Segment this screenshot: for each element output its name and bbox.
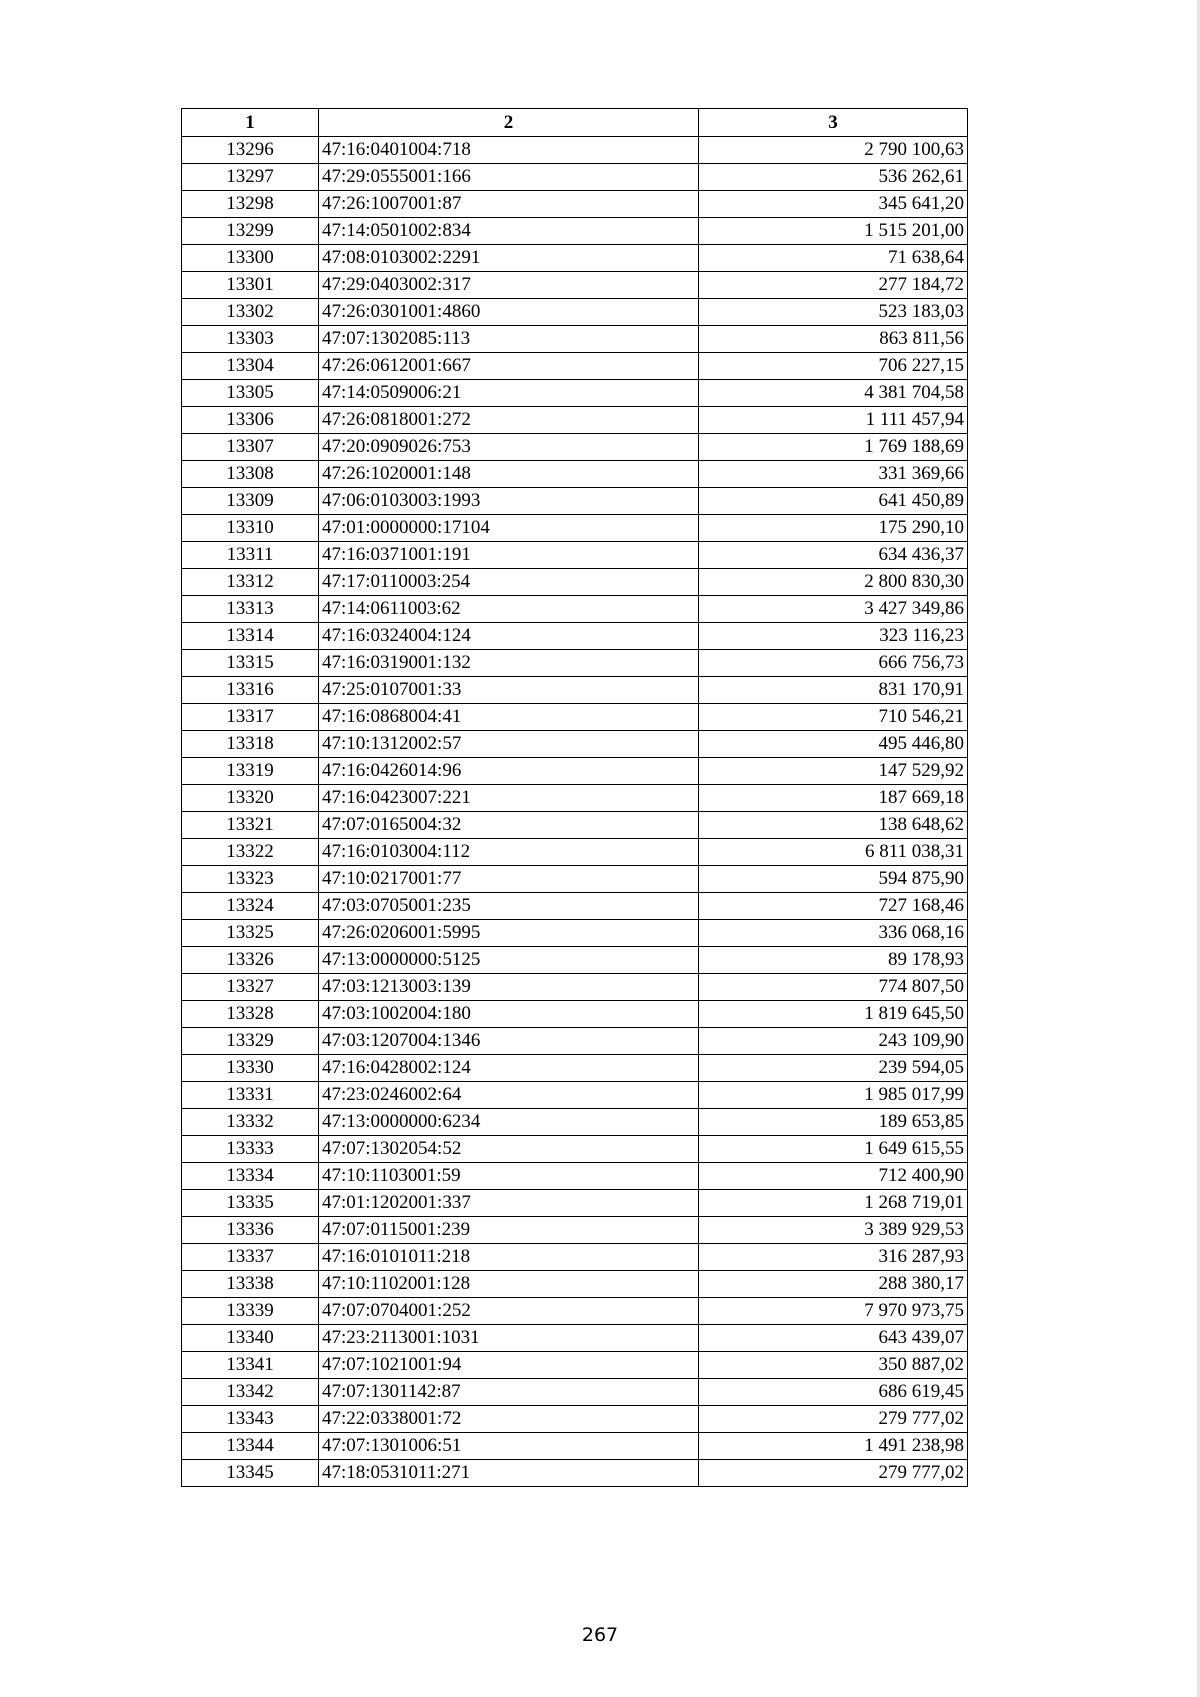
row-number-cell: 13342 (182, 1379, 319, 1406)
cadastral-number-cell: 47:10:1312002:57 (319, 731, 699, 758)
cadastral-number-cell: 47:07:0115001:239 (319, 1217, 699, 1244)
table-row (182, 1163, 968, 1190)
row-number-cell: 13313 (182, 596, 319, 623)
row-number-cell: 13300 (182, 245, 319, 272)
row-number-cell: 13299 (182, 218, 319, 245)
row-number-cell: 13316 (182, 677, 319, 704)
table-row (182, 758, 968, 785)
cadastral-number-cell: 47:26:0818001:272 (319, 407, 699, 434)
cadastral-number-cell: 47:07:1302085:113 (319, 326, 699, 353)
cadastral-value-cell: 138 648,62 (699, 812, 968, 839)
cadastral-value-cell: 666 756,73 (699, 650, 968, 677)
cadastral-number-cell: 47:03:1002004:180 (319, 1001, 699, 1028)
column-header-1: 1 (182, 109, 319, 137)
row-number-cell: 13297 (182, 164, 319, 191)
table-row (182, 920, 968, 947)
cadastral-number-cell: 47:10:1103001:59 (319, 1163, 699, 1190)
cadastral-value-cell: 239 594,05 (699, 1055, 968, 1082)
table-body (182, 137, 968, 1487)
cadastral-number-cell: 47:07:1301142:87 (319, 1379, 699, 1406)
row-number-cell: 13318 (182, 731, 319, 758)
cadastral-number-cell: 47:14:0501002:834 (319, 218, 699, 245)
cadastral-number-cell: 47:14:0509006:21 (319, 380, 699, 407)
table-row (182, 1379, 968, 1406)
cadastral-value-cell: 706 227,15 (699, 353, 968, 380)
row-number-cell: 13337 (182, 1244, 319, 1271)
table-row (182, 299, 968, 326)
table-row (182, 839, 968, 866)
row-number-cell: 13323 (182, 866, 319, 893)
row-number-cell: 13325 (182, 920, 319, 947)
row-number-cell: 13335 (182, 1190, 319, 1217)
row-number-cell: 13320 (182, 785, 319, 812)
row-number-cell: 13314 (182, 623, 319, 650)
table-row (182, 164, 968, 191)
table-row (182, 1298, 968, 1325)
cadastral-number-cell: 47:20:0909026:753 (319, 434, 699, 461)
cadastral-number-cell: 47:23:2113001:1031 (319, 1325, 699, 1352)
cadastral-value-cell: 175 290,10 (699, 515, 968, 542)
table-row (182, 380, 968, 407)
header-row (182, 109, 968, 137)
table-row (182, 191, 968, 218)
cadastral-number-cell: 47:17:0110003:254 (319, 569, 699, 596)
table-row (182, 245, 968, 272)
cadastral-number-cell: 47:16:0319001:132 (319, 650, 699, 677)
cadastral-value-cell: 279 777,02 (699, 1460, 968, 1487)
cadastral-value-cell: 279 777,02 (699, 1406, 968, 1433)
cadastral-value-cell: 1 515 201,00 (699, 218, 968, 245)
row-number-cell: 13310 (182, 515, 319, 542)
table-row (182, 596, 968, 623)
cadastral-value-cell: 323 116,23 (699, 623, 968, 650)
cadastral-number-cell: 47:16:0868004:41 (319, 704, 699, 731)
cadastral-value-cell: 710 546,21 (699, 704, 968, 731)
table-row (182, 1082, 968, 1109)
cadastral-number-cell: 47:18:0531011:271 (319, 1460, 699, 1487)
cadastral-value-cell: 1 111 457,94 (699, 407, 968, 434)
cadastral-value-cell: 1 769 188,69 (699, 434, 968, 461)
cadastral-number-cell: 47:01:1202001:337 (319, 1190, 699, 1217)
table-row (182, 407, 968, 434)
table-row (182, 434, 968, 461)
row-number-cell: 13304 (182, 353, 319, 380)
cadastral-number-cell: 47:07:1021001:94 (319, 1352, 699, 1379)
cadastral-value-cell: 187 669,18 (699, 785, 968, 812)
row-number-cell: 13339 (182, 1298, 319, 1325)
cadastral-number-cell: 47:25:0107001:33 (319, 677, 699, 704)
row-number-cell: 13326 (182, 947, 319, 974)
table-header (182, 109, 968, 137)
table-row (182, 866, 968, 893)
table-row (182, 488, 968, 515)
table-row (182, 623, 968, 650)
cadastral-number-cell: 47:29:0555001:166 (319, 164, 699, 191)
row-number-cell: 13312 (182, 569, 319, 596)
cadastral-value-cell: 686 619,45 (699, 1379, 968, 1406)
cadastral-number-cell: 47:03:1207004:1346 (319, 1028, 699, 1055)
table-row (182, 1406, 968, 1433)
row-number-cell: 13296 (182, 137, 319, 164)
cadastral-number-cell: 47:13:0000000:5125 (319, 947, 699, 974)
cadastral-number-cell: 47:03:0705001:235 (319, 893, 699, 920)
row-number-cell: 13338 (182, 1271, 319, 1298)
cadastral-value-cell: 288 380,17 (699, 1271, 968, 1298)
cadastral-value-cell: 7 970 973,75 (699, 1298, 968, 1325)
table-row (182, 218, 968, 245)
row-number-cell: 13341 (182, 1352, 319, 1379)
row-number-cell: 13303 (182, 326, 319, 353)
row-number-cell: 13340 (182, 1325, 319, 1352)
table-row (182, 974, 968, 1001)
row-number-cell: 13305 (182, 380, 319, 407)
cadastral-value-cell: 536 262,61 (699, 164, 968, 191)
cadastral-number-cell: 47:16:0426014:96 (319, 758, 699, 785)
table-row (182, 1271, 968, 1298)
cadastral-number-cell: 47:26:0612001:667 (319, 353, 699, 380)
column-header-2: 2 (319, 109, 699, 137)
cadastral-number-cell: 47:07:0165004:32 (319, 812, 699, 839)
row-number-cell: 13327 (182, 974, 319, 1001)
table-row (182, 704, 968, 731)
row-number-cell: 13319 (182, 758, 319, 785)
table-row (182, 785, 968, 812)
row-number-cell: 13329 (182, 1028, 319, 1055)
cadastral-value-cell: 4 381 704,58 (699, 380, 968, 407)
row-number-cell: 13308 (182, 461, 319, 488)
table-row (182, 893, 968, 920)
row-number-cell: 13328 (182, 1001, 319, 1028)
table-row (182, 326, 968, 353)
cadastral-value-cell: 6 811 038,31 (699, 839, 968, 866)
cadastral-value-cell: 1 819 645,50 (699, 1001, 968, 1028)
row-number-cell: 13331 (182, 1082, 319, 1109)
column-header-3: 3 (699, 109, 968, 137)
table-row (182, 1433, 968, 1460)
table-row (182, 1028, 968, 1055)
cadastral-number-cell: 47:16:0103004:112 (319, 839, 699, 866)
table-row (182, 1136, 968, 1163)
table-row (182, 542, 968, 569)
cadastral-number-cell: 47:16:0423007:221 (319, 785, 699, 812)
row-number-cell: 13343 (182, 1406, 319, 1433)
table-row (182, 947, 968, 974)
cadastral-number-cell: 47:16:0101011:218 (319, 1244, 699, 1271)
table-row (182, 1217, 968, 1244)
cadastral-value-cell: 350 887,02 (699, 1352, 968, 1379)
row-number-cell: 13306 (182, 407, 319, 434)
table-row (182, 812, 968, 839)
cadastral-value-cell: 147 529,92 (699, 758, 968, 785)
row-number-cell: 13317 (182, 704, 319, 731)
cadastral-number-cell: 47:26:1007001:87 (319, 191, 699, 218)
cadastral-value-cell: 1 985 017,99 (699, 1082, 968, 1109)
cadastral-number-cell: 47:26:0206001:5995 (319, 920, 699, 947)
cadastral-value-cell: 1 268 719,01 (699, 1190, 968, 1217)
row-number-cell: 13334 (182, 1163, 319, 1190)
table-row (182, 272, 968, 299)
table-row (182, 731, 968, 758)
row-number-cell: 13315 (182, 650, 319, 677)
cadastral-value-cell: 774 807,50 (699, 974, 968, 1001)
cadastral-value-cell: 2 790 100,63 (699, 137, 968, 164)
cadastral-number-cell: 47:03:1213003:139 (319, 974, 699, 1001)
row-number-cell: 13324 (182, 893, 319, 920)
cadastral-value-cell: 2 800 830,30 (699, 569, 968, 596)
cadastral-value-cell: 831 170,91 (699, 677, 968, 704)
cadastral-number-cell: 47:01:0000000:17104 (319, 515, 699, 542)
cadastral-number-cell: 47:07:0704001:252 (319, 1298, 699, 1325)
table-row (182, 137, 968, 164)
cadastral-value-cell: 643 439,07 (699, 1325, 968, 1352)
cadastral-value-cell: 89 178,93 (699, 947, 968, 974)
row-number-cell: 13322 (182, 839, 319, 866)
cadastral-number-cell: 47:22:0338001:72 (319, 1406, 699, 1433)
cadastral-number-cell: 47:07:1302054:52 (319, 1136, 699, 1163)
cadastral-number-cell: 47:10:0217001:77 (319, 866, 699, 893)
cadastral-number-cell: 47:07:1301006:51 (319, 1433, 699, 1460)
cadastral-number-cell: 47:23:0246002:64 (319, 1082, 699, 1109)
table-row (182, 677, 968, 704)
table-row (182, 461, 968, 488)
row-number-cell: 13333 (182, 1136, 319, 1163)
row-number-cell: 13302 (182, 299, 319, 326)
row-number-cell: 13344 (182, 1433, 319, 1460)
cadastral-number-cell: 47:26:0301001:4860 (319, 299, 699, 326)
cadastral-value-cell: 1 491 238,98 (699, 1433, 968, 1460)
cadastral-number-cell: 47:10:1102001:128 (319, 1271, 699, 1298)
row-number-cell: 13311 (182, 542, 319, 569)
cadastral-value-cell: 1 649 615,55 (699, 1136, 968, 1163)
row-number-cell: 13345 (182, 1460, 319, 1487)
cadastral-value-cell: 71 638,64 (699, 245, 968, 272)
cadastral-value-cell: 641 450,89 (699, 488, 968, 515)
page-number: 267 (581, 1624, 619, 1646)
cadastral-number-cell: 47:26:1020001:148 (319, 461, 699, 488)
cadastral-value-cell: 243 109,90 (699, 1028, 968, 1055)
table-row (182, 1352, 968, 1379)
cadastral-value-cell: 523 183,03 (699, 299, 968, 326)
row-number-cell: 13321 (182, 812, 319, 839)
table-row (182, 569, 968, 596)
table-row (182, 515, 968, 542)
row-number-cell: 13307 (182, 434, 319, 461)
table-row (182, 650, 968, 677)
cadastral-number-cell: 47:29:0403002:317 (319, 272, 699, 299)
cadastral-value-cell: 495 446,80 (699, 731, 968, 758)
row-number-cell: 13309 (182, 488, 319, 515)
cadastral-value-cell: 594 875,90 (699, 866, 968, 893)
table-row (182, 1190, 968, 1217)
table-row (182, 1460, 968, 1487)
cadastral-value-cell: 345 641,20 (699, 191, 968, 218)
cadastral-number-cell: 47:16:0428002:124 (319, 1055, 699, 1082)
cadastral-number-cell: 47:06:0103003:1993 (319, 488, 699, 515)
cadastral-value-cell: 727 168,46 (699, 893, 968, 920)
row-number-cell: 13298 (182, 191, 319, 218)
cadastral-value-cell: 712 400,90 (699, 1163, 968, 1190)
cadastral-value-cell: 3 427 349,86 (699, 596, 968, 623)
cadastral-number-cell: 47:14:0611003:62 (319, 596, 699, 623)
cadastral-value-cell: 189 653,85 (699, 1109, 968, 1136)
row-number-cell: 13332 (182, 1109, 319, 1136)
cadastral-value-cell: 277 184,72 (699, 272, 968, 299)
cadastral-value-cell: 331 369,66 (699, 461, 968, 488)
cadastral-value-cell: 3 389 929,53 (699, 1217, 968, 1244)
cadastral-value-table (181, 108, 968, 1487)
cadastral-number-cell: 47:16:0324004:124 (319, 623, 699, 650)
cadastral-number-cell: 47:16:0401004:718 (319, 137, 699, 164)
cadastral-value-cell: 634 436,37 (699, 542, 968, 569)
row-number-cell: 13330 (182, 1055, 319, 1082)
cadastral-value-cell: 863 811,56 (699, 326, 968, 353)
table-row (182, 1244, 968, 1271)
table-row (182, 1109, 968, 1136)
cadastral-value-cell: 316 287,93 (699, 1244, 968, 1271)
table-row (182, 1001, 968, 1028)
cadastral-number-cell: 47:08:0103002:2291 (319, 245, 699, 272)
row-number-cell: 13336 (182, 1217, 319, 1244)
row-number-cell: 13301 (182, 272, 319, 299)
cadastral-number-cell: 47:16:0371001:191 (319, 542, 699, 569)
cadastral-value-cell: 336 068,16 (699, 920, 968, 947)
table-row (182, 1325, 968, 1352)
table-row (182, 353, 968, 380)
cadastral-number-cell: 47:13:0000000:6234 (319, 1109, 699, 1136)
table-row (182, 1055, 968, 1082)
